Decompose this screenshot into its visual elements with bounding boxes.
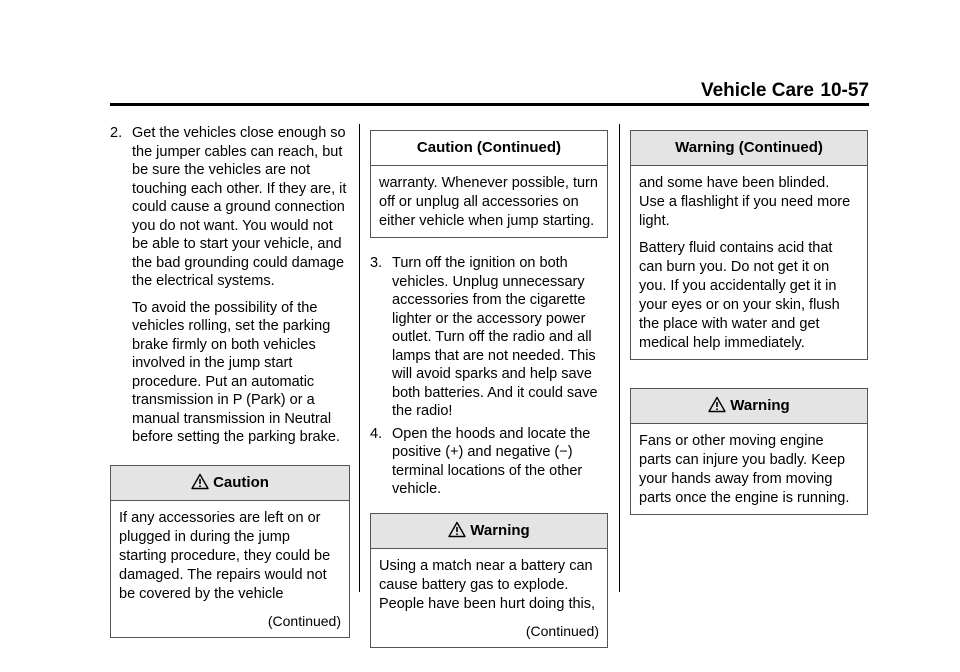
list-item-2 — [110, 124, 350, 291]
column-2 — [370, 124, 608, 648]
warning-body — [631, 424, 867, 514]
warning-header — [371, 514, 607, 549]
list-text: Get the vehicles close enough so the jumper cables can reach, but be sure the vehicles are not touching each other. If they are, it could cause a ground connection you do not want. You would not be able to start your vehicle, and the bad grounding could damage the electrical systems. — [132, 125, 347, 289]
list-number: 2. — [110, 125, 123, 141]
warning-continued-header: Warning (Continued) — [631, 131, 867, 166]
warning-continued-box — [630, 130, 868, 360]
warning-continued-text: Battery fluid contains acid that can burn you. Do not get it on you. If you accidentally get it in your eyes or on your skin, flush the place with water and get medical help immediately. — [639, 240, 840, 351]
header-rule — [110, 103, 869, 106]
warning-text: Using a match near a battery can cause battery gas to explode. People have been hurt doing this, — [379, 557, 596, 612]
list-item-3 — [370, 254, 608, 421]
warning-box-2 — [630, 388, 868, 515]
continued-label: (Continued) — [525, 622, 599, 639]
warning-title: Warning — [730, 397, 790, 414]
column-3 — [630, 124, 868, 515]
warning-title: Warning — [470, 521, 530, 539]
caution-continued-body — [371, 166, 607, 237]
caution-continued-text: warranty. Whenever possible, turn off or unplug all accessories on either vehicle when jump starting. — [379, 175, 598, 229]
list-number: 3. — [370, 255, 383, 271]
list-text: Open the hoods and locate the positive (+) and negative (−) terminal locations of the other vehicle. — [392, 425, 591, 497]
caution-continued-header: Caution (Continued) — [371, 131, 607, 166]
list-text: Turn off the ignition on both vehicles. Unplug unnecessary accessories from the cigarette lighter or the accessory power outlet. Turn off the radio and all lamps that are not needed. This will avoid sparks and help save both batteries. And it could save the radio! — [392, 255, 598, 419]
continued-label: (Continued) — [267, 612, 341, 629]
list-item-4 — [370, 425, 608, 499]
column-divider — [619, 124, 620, 592]
caution-continued-box — [370, 130, 608, 238]
warning-box — [370, 513, 608, 648]
warning-text: Fans or other moving engine parts can injure you badly. Keep your hands away from moving parts once the engine is running. — [639, 433, 850, 506]
warning-triangle-icon — [708, 396, 726, 413]
caution-header — [111, 466, 349, 501]
warning-body — [371, 549, 607, 647]
column-1 — [110, 124, 350, 638]
list-paragraph: To avoid the possibility of the vehicles rolling, set the parking brake firmly on both vehicles involved in the jump start procedure. Put an automatic transmission in P (Park) or a manual transmission in Neutral before setting the parking brake. — [132, 299, 340, 445]
warning-continued-body — [631, 166, 867, 359]
warning-header — [631, 389, 867, 424]
list-number: 4. — [370, 425, 383, 442]
caution-title: Caution — [213, 473, 269, 491]
page-number: 10-57 — [820, 80, 869, 101]
section-title: Vehicle Care — [700, 80, 814, 101]
caution-body — [111, 501, 349, 637]
caution-text: If any accessories are left on or plugged in during the jump starting procedure, they could be damaged. The repairs would not be covered by the vehicle — [119, 509, 331, 602]
caution-box — [110, 465, 350, 638]
warning-triangle-icon — [191, 473, 209, 490]
warning-continued-text: and some have been blinded. Use a flashlight if you need more light. — [639, 175, 851, 229]
warning-triangle-icon — [448, 521, 466, 538]
column-divider — [359, 124, 360, 592]
